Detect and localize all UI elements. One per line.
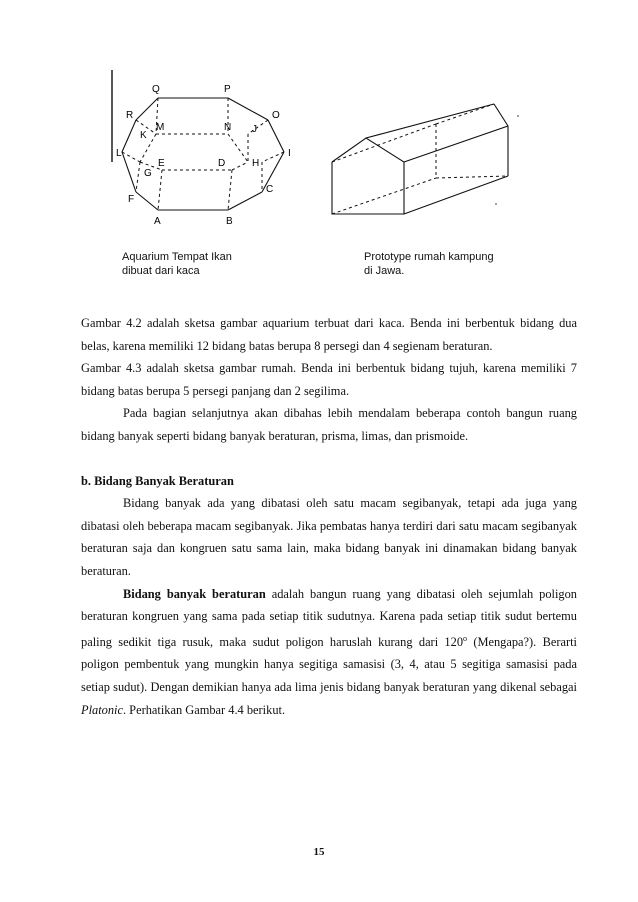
body-text	[81, 312, 577, 721]
aquarium-sketch	[100, 62, 310, 232]
aquarium-caption-line2: dibuat dari kaca	[122, 265, 200, 277]
vertex-label: I	[288, 148, 291, 159]
vertex-label: R	[126, 110, 134, 121]
vertex-label: P	[224, 84, 231, 95]
paragraph-gambar-4-3: Gambar 4.3 adalah sketsa gambar rumah. Benda ini berbentuk bidang tujuh, karena memiliki 7 bidang batas berupa 5 persegi panjang dan 2 segilima.	[81, 361, 577, 398]
paragraph-intro: Pada bagian selanjutnya akan dibahas lebih mendalam beberapa contoh bangun ruang bidang banyak seperti bidang banyak beraturan, prisma, limas, dan prismoide.	[81, 406, 577, 443]
paragraph-definition-intro: Bidang banyak ada yang dibatasi oleh satu macam segibanyak, tetapi ada juga yang dibatasi oleh beberapa macam segibanyak. Jika pembatas hanya terdiri dari satu macam segibanyak beraturan saja dan kongruen satu sama lain, maka bidang banyak ini dinamakan bidang banyak beraturan.	[81, 496, 577, 578]
vertex-label: G	[144, 168, 152, 179]
section-heading: b. Bidang Banyak Beraturan	[81, 473, 234, 488]
vertex-label: L	[116, 148, 122, 159]
page-number: 15	[313, 846, 325, 858]
aquarium-caption	[122, 250, 232, 278]
vertex-label: H	[252, 158, 260, 169]
house-caption	[364, 250, 494, 278]
paragraph-gambar-4-2: Gambar 4.2 adalah sketsa gambar aquarium terbuat dari kaca. Benda ini berbentuk bidang dua belas, karena memiliki 12 bidang batas berupa 8 persegi dan 4 segienam beraturan.	[81, 316, 577, 353]
term-italic: Platonic	[81, 702, 123, 717]
house-caption-line1: Prototype rumah kampung	[364, 251, 494, 263]
vertex-label: J	[252, 124, 257, 135]
vertex-label: C	[266, 184, 274, 195]
vertex-label: O	[272, 110, 280, 121]
vertex-label: A	[154, 216, 161, 227]
vertex-label: M	[156, 122, 165, 133]
degree-sup: o	[463, 633, 468, 643]
vertex-label: E	[158, 158, 165, 169]
aquarium-caption-line1: Aquarium Tempat Ikan	[122, 251, 232, 263]
vertex-label: N	[224, 122, 232, 133]
paragraph-definition: Bidang banyak beraturan adalah bangun ruang yang dibatasi oleh sejumlah poligon beraturan kongruen yang sama pada setiap titik sudutnya. Karena pada setiap titik sudut bertemu paling sedikit tiga rusuk, maka sudut poligon haruslah kurang dari 120$^o$ (Mengapa?). Berarti poligon pembentuk yang mungkin hanya segitiga samasisi (3, 4, atau 5 segitiga samasisi pada setiap sudut). Dengan demikian hanya ada lima jenis bidang banyak beraturan yang dikenal sebagai Platonic. Perhatikan Gambar 4.4 berikut.	[81, 586, 577, 717]
house-sketch	[318, 100, 528, 230]
vertex-label: K	[140, 130, 147, 141]
term-bold: Bidang banyak beraturan	[123, 586, 266, 601]
vertex-label: B	[226, 216, 233, 227]
vertex-label: F	[128, 194, 135, 205]
vertex-label: Q	[152, 84, 160, 95]
vertex-label: D	[218, 158, 226, 169]
house-caption-line2: di Jawa.	[364, 265, 405, 277]
